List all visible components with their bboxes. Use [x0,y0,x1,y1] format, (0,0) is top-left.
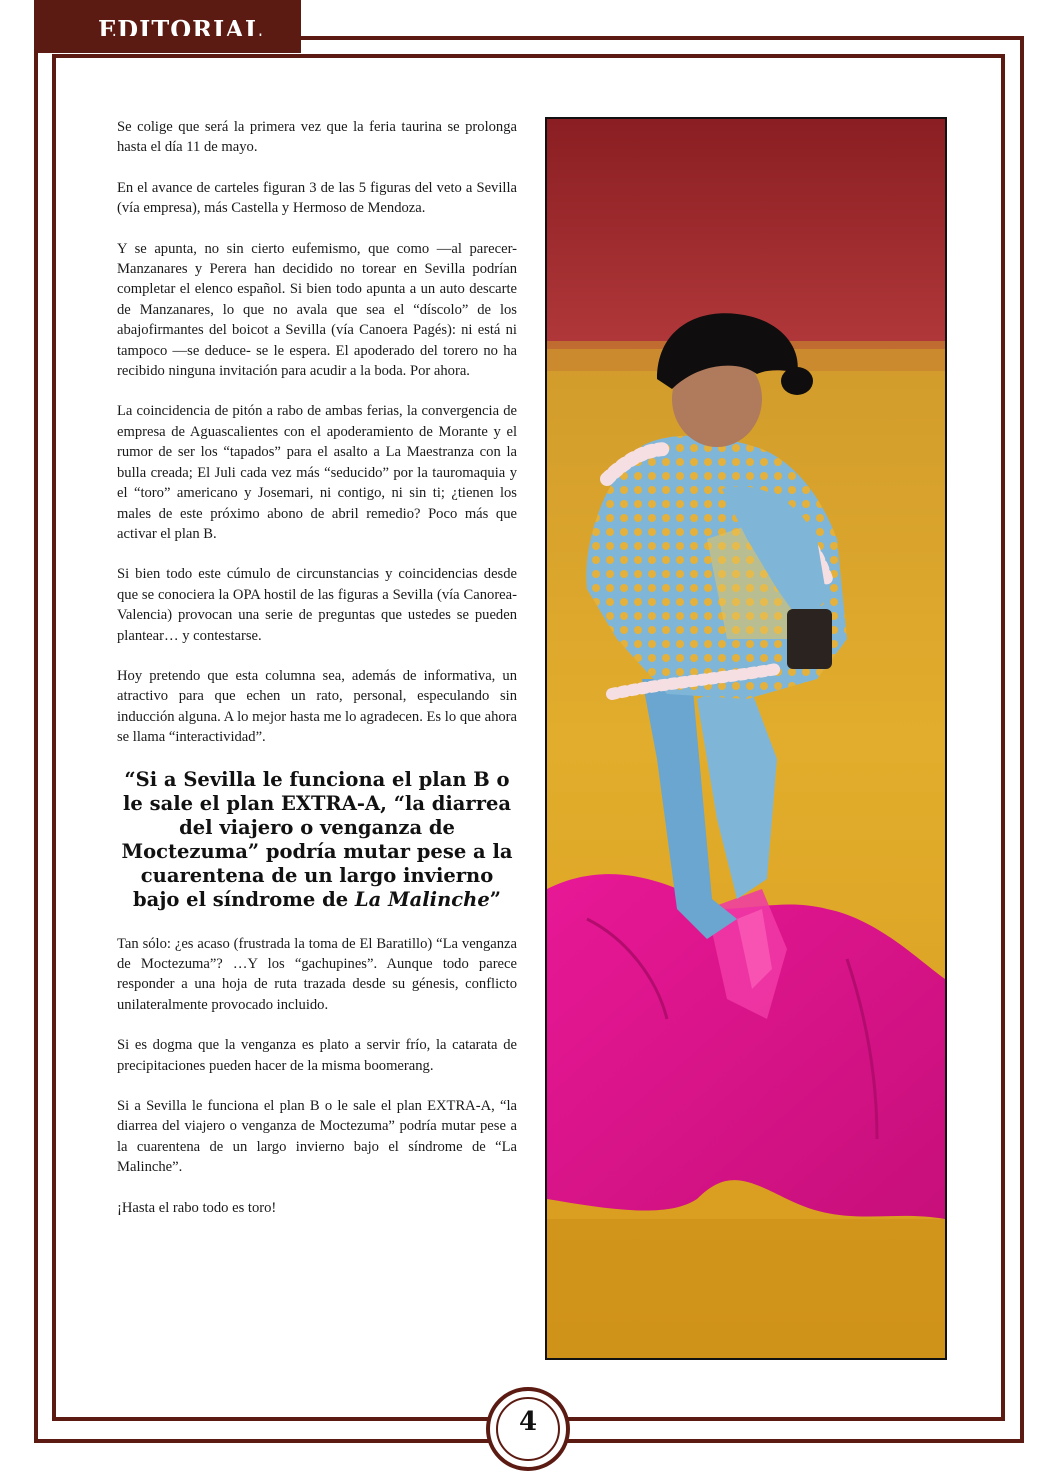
pullquote-italic: La Malinche [354,887,490,911]
pullquote-closing: ” [489,887,501,911]
bullfighter-photo [545,117,947,1360]
article-paragraph: La coincidencia de pitón a rabo de ambas ferias, la convergencia de empresa de Aguascalientes con el apoderamiento de Morante y el rumor de ser los “tapados” para el asalto a La Maestranza con la bulla creada; El Juli cada vez más “seducido” por la tauromaquia y el “toro” americano y Josemari, ni contigo, ni sin ti; ¿tienen los males de este próximo abono de abril remedio? Poco más que activar el plan B. [117,403,517,542]
page-number-badge [486,1387,570,1471]
article-paragraph: Si es dogma que la venganza es plato a servir frío, la catarata de precipitaciones pueden hacer de la misma boomerang. [117,1037,517,1074]
article-paragraph: Se colige que será la primera vez que la feria taurina se prolonga hasta el día 11 de mayo. [117,119,517,156]
article-paragraph: En el avance de carteles figuran 3 de las 5 figuras del veto a Sevilla (vía empresa), más Castella y Hermoso de Mendoza. [117,179,517,217]
article-paragraph: Si bien todo este cúmulo de circunstancias y coincidencias desde que se conociera la OPA hostil de las figuras a Sevilla (vía Canorea-Valencia) provocan una serie de preguntas que ustedes se pueden plantear… y contestarse. [117,566,517,644]
article-paragraph: Si a Sevilla le funciona el plan B o le sale el plan EXTRA-A, “la diarrea del viajero o venganza de Moctezuma” podría mutar pese a la cuarentena de un largo invierno bajo el síndrome de “La Malinche”. [117,1098,517,1176]
article-paragraph: Hoy pretendo que esta columna sea, además de informativa, un atractivo para que echen un rato, personal, especulando sin inducción alguna. A lo mejor hasta me lo agradecen. Es lo que ahora se llama “interactividad”. [117,667,517,746]
pullquote [117,768,517,912]
section-title: EDITORIAL [98,15,263,44]
article-paragraph: Y se apunta, no sin cierto eufemismo, que como —al parecer- Manzanares y Perera han decidido no torear en Sevilla podrían completar el elenco español. Si bien todo apunta a un auto descarte de Manzanares, lo que no avala que sea el “díscolo” de los abajofirmantes del boicot a Sevilla (vía Canoera Pagés): ni está ni tampoco —se deduce- se le espera. El apoderado del torero no ha recibido ninguna invitación para acudir a la boda. Por ahora. [117,240,517,380]
article-paragraph: Tan sólo: ¿es acaso (frustrada la toma de El Baratillo) “La venganza de Moctezuma”? …Y los “gachupines”. Aunque todo parece responder a una hoja de ruta trazada desde su génesis, conflicto unilateralmente provocado incluido. [117,935,517,1013]
article-closing-line: ¡Hasta el rabo todo es toro! [117,1199,277,1216]
pullquote-text: “Si a Sevilla le funciona el plan B o le sale el plan EXTRA-A, “la diarrea del viajero o venganza de Moctezuma” podría mutar pese a la cuarentena de un largo invierno bajo el síndrome de [121,767,513,911]
article-column [117,117,517,1238]
page-number: 4 [518,1407,538,1437]
